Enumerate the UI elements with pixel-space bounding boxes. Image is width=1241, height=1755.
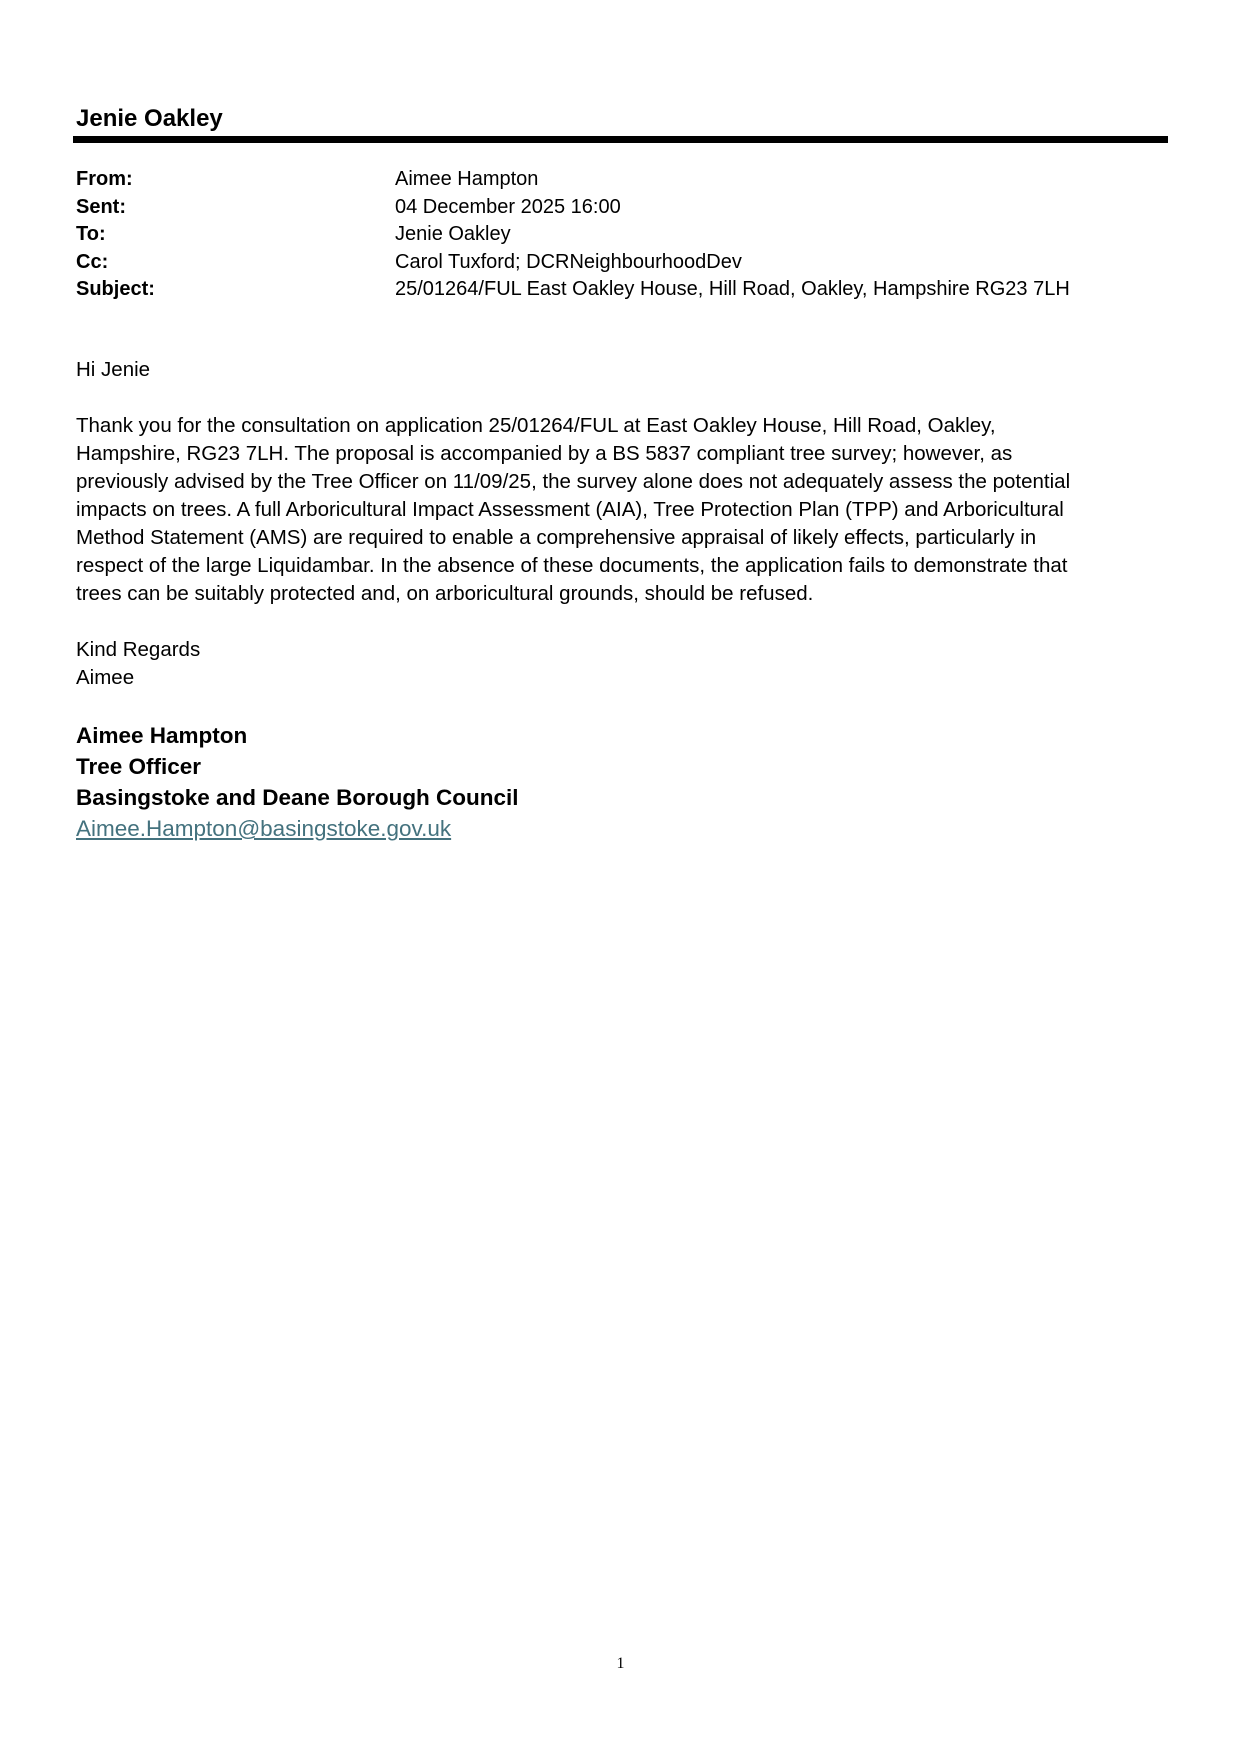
signature-title: Tree Officer (76, 754, 202, 779)
header-row-sent (76, 194, 1176, 222)
header-label: Sent: (76, 195, 126, 218)
signature-email-link[interactable]: Aimee.Hampton@basingstoke.gov.uk (76, 816, 452, 841)
sender-first-name: Aimee (76, 666, 135, 689)
email-body (76, 356, 1176, 692)
sent-value: 04 December 2025 16:00 (395, 195, 621, 218)
page-number: 1 (616, 1655, 625, 1672)
paragraph-line: previously advised by the Tree Officer on 11/09/25, the survey alone does not adequately assess the potential (76, 470, 1071, 493)
header-row-from (76, 166, 1176, 194)
email-signature (76, 720, 519, 844)
header-label: From: (76, 168, 133, 190)
paragraph-line: Thank you for the consultation on application 25/01264/FUL at East Oakley House, Hill Road, Oakley, (76, 414, 996, 437)
closing: Kind Regards (76, 638, 201, 661)
header-row-subject (76, 276, 1176, 304)
from-value: Aimee Hampton (395, 168, 539, 190)
header-row-cc (76, 249, 1176, 277)
title-divider (73, 136, 1168, 143)
body-paragraph (76, 412, 1176, 608)
paragraph-line: Method Statement (AMS) are required to enable a comprehensive appraisal of likely effects, particularly in (76, 526, 1037, 549)
header-label: To: (76, 223, 106, 245)
paragraph-line: respect of the large Liquidambar. In the absence of these documents, the application fails to demonstrate that (76, 554, 1068, 577)
signature-organisation: Basingstoke and Deane Borough Council (76, 785, 519, 810)
header-label: Subject: (76, 278, 155, 300)
subject-value: 25/01264/FUL East Oakley House, Hill Road, Oakley, Hampshire RG23 7LH (395, 278, 1070, 300)
header-label: Cc: (76, 250, 109, 273)
mailbox-owner-title: Jenie Oakley (76, 105, 223, 132)
paragraph-line: impacts on trees. A full Arboricultural Impact Assessment (AIA), Tree Protection Plan (TPP) and Arboricultural (76, 498, 1064, 521)
paragraph-line: Hampshire, RG23 7LH. The proposal is accompanied by a BS 5837 compliant tree survey; however, as (76, 442, 1013, 465)
cc-value: Carol Tuxford; DCRNeighbourhoodDev (395, 250, 742, 273)
paragraph-line: trees can be suitably protected and, on arboricultural grounds, should be refused. (76, 582, 814, 605)
email-headers (76, 166, 1176, 304)
greeting: Hi Jenie (76, 358, 151, 381)
header-row-to (76, 221, 1176, 249)
to-value: Jenie Oakley (395, 223, 511, 245)
signature-name: Aimee Hampton (76, 723, 248, 748)
